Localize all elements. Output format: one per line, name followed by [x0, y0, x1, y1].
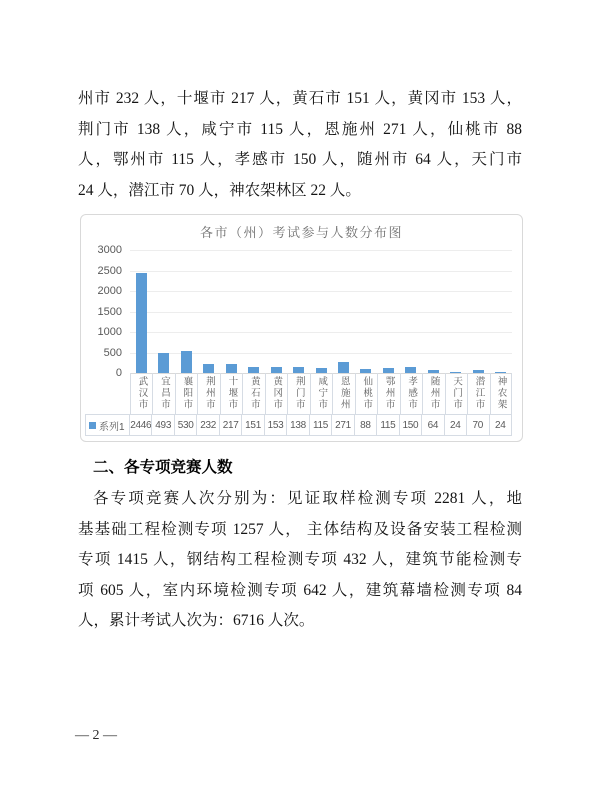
x-axis-label: 潜江市	[473, 376, 485, 411]
y-axis-tick-label: 1000	[97, 326, 122, 338]
x-axis-label: 荆门市	[293, 376, 305, 411]
y-axis-tick-label: 2000	[97, 285, 122, 297]
data-table-value: 138	[287, 414, 309, 436]
x-axis-label: 黄石市	[248, 376, 260, 411]
x-axis-label-cell	[287, 373, 309, 414]
series-name: 系列1	[99, 421, 125, 433]
gridline	[130, 332, 512, 333]
data-table-value: 24	[445, 414, 467, 436]
bar-恩施州	[338, 362, 349, 373]
x-axis-label: 黄冈市	[271, 376, 283, 411]
gridline	[130, 312, 512, 313]
text-line: 各专项竞赛人次分别为：见证取样检测专项 2281 人，地	[93, 490, 522, 507]
data-table-value: 232	[197, 414, 219, 436]
x-axis-label: 孝感市	[406, 376, 418, 411]
x-axis-label: 恩施州	[338, 376, 350, 411]
bar-宜昌市	[158, 353, 169, 373]
data-table-value: 115	[377, 414, 399, 436]
x-axis-label: 咸宁市	[316, 376, 328, 411]
data-table-value: 217	[220, 414, 242, 436]
x-axis-label-cell	[220, 373, 242, 414]
gridline	[130, 271, 512, 272]
text-line: 基基础工程检测专项 1257 人， 主体结构及设备安装工程检测	[78, 520, 522, 538]
data-table-value: 2446	[130, 414, 152, 436]
chart-title: 各市（州）考试参与人数分布图	[199, 225, 403, 240]
data-table-value: 153	[265, 414, 287, 436]
x-axis-label-cell	[242, 373, 264, 414]
gridline	[130, 250, 512, 251]
x-axis-label-cell	[332, 373, 354, 414]
text-line: 专项 1415 人，钢结构工程检测专项 432 人，建筑节能检测专	[78, 551, 522, 568]
bar-武汉市	[136, 273, 147, 373]
x-axis-label: 仙桃市	[361, 376, 373, 411]
x-axis-label: 宜昌市	[158, 376, 170, 411]
x-axis-label-cell	[130, 373, 152, 414]
data-table-value: 88	[355, 414, 377, 436]
x-axis-label: 荆州市	[203, 376, 215, 411]
y-axis-tick-label: 3000	[97, 244, 122, 256]
x-axis-label-cell	[377, 373, 399, 414]
text-line: 项 605 人，室内环境检测专项 642 人，建筑幕墙检测专项 84	[78, 581, 522, 599]
text-line: 24 人，潜江市 70 人，神农架林区 22 人。	[78, 181, 361, 199]
x-axis-label-cell	[422, 373, 444, 414]
x-axis-label-cell	[490, 373, 512, 414]
text-line: 荆门市 138 人，咸宁市 115 人，恩施州 271 人，仙桃市 88	[78, 120, 522, 138]
continuation-paragraph	[78, 84, 522, 206]
data-table-value: 530	[175, 414, 197, 436]
y-axis-tick-label: 1500	[97, 305, 122, 318]
x-axis-label-cell	[355, 373, 377, 414]
x-axis-label-cell	[467, 373, 489, 414]
series-color-swatch-icon	[89, 422, 96, 429]
legend-cell	[85, 414, 130, 436]
x-axis-label: 鄂州市	[383, 376, 395, 411]
x-axis-labels	[130, 373, 512, 414]
x-axis-label-cell	[265, 373, 287, 414]
section-heading: 二、各专项竞赛人数	[93, 459, 233, 476]
x-axis-label: 随州市	[428, 376, 440, 411]
x-axis-label-cell	[310, 373, 332, 414]
gridline	[130, 291, 512, 292]
bar-襄阳市	[181, 351, 192, 373]
data-table-value: 493	[152, 414, 174, 436]
bar-十堰市	[226, 364, 237, 373]
x-axis-label-cell	[152, 373, 174, 414]
x-axis-label-cell	[197, 373, 219, 414]
x-axis-label: 十堰市	[226, 376, 238, 411]
data-table-value: 150	[400, 414, 422, 436]
x-axis-label: 襄阳市	[181, 376, 193, 411]
text-line: 人，累计考试人次为：6716 人次。	[78, 612, 315, 629]
x-axis-label: 神农架	[495, 376, 507, 411]
chart-plot-area	[130, 250, 512, 373]
x-axis-label: 天门市	[451, 376, 463, 411]
page-number: — 2 —	[75, 728, 117, 743]
text-line: 人，鄂州市 115 人，孝感市 150 人，随州市 64 人，天门市	[78, 151, 522, 168]
x-axis-label-cell	[445, 373, 467, 414]
x-axis-label-cell	[400, 373, 422, 414]
data-table-value: 271	[332, 414, 354, 436]
y-axis-tick-label: 500	[103, 346, 122, 359]
y-axis-tick-label: 2500	[97, 264, 122, 277]
section-paragraph	[78, 484, 522, 637]
exam-distribution-chart	[80, 214, 523, 442]
data-table-value: 115	[310, 414, 332, 436]
data-table-value: 64	[422, 414, 444, 436]
chart-data-table	[85, 414, 512, 436]
data-table-value: 151	[242, 414, 264, 436]
data-table-value: 24	[490, 414, 512, 436]
y-axis-tick-label: 0	[115, 367, 122, 379]
x-axis-label: 武汉市	[136, 376, 148, 411]
x-axis-label-cell	[175, 373, 197, 414]
data-table-value: 70	[467, 414, 489, 436]
bar-荆州市	[203, 364, 214, 374]
text-line: 州市 232 人，十堰市 217 人，黄石市 151 人，黄冈市 153 人，	[78, 90, 522, 107]
